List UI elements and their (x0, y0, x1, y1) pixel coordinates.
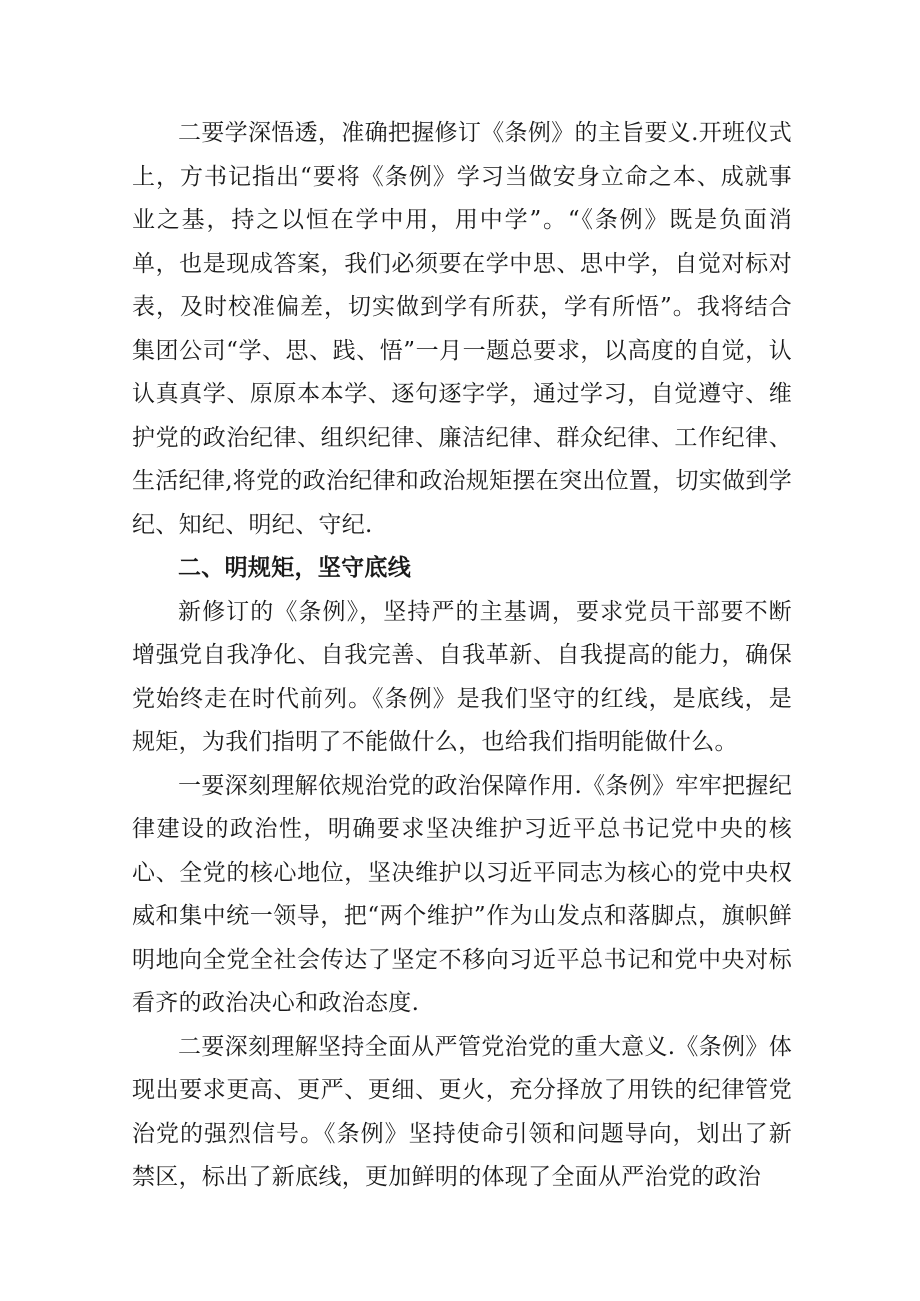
section-heading-rules: 二、明规矩，坚守底线 (178, 555, 411, 581)
paragraph-study-deeply: 二要学深悟透，准确把握修订《条例》的主旨要义.开班仪式上，方书记指出“要将《条例》学习当做安身立命之本、成就事业之基，持之以恒在学中用，用中学”。“《条例》既是负面消单，也是现成答案，我们必须要在学中思、思中学，自觉对标对表，及时校准偏差，切实做到学有所获，学有所悟”。我将结合集团公司“学、思、践、悟”一月一题总要求，以高度的自觉，认认真真学、原原本本学、逐句逐字学，通过学习，自觉遵守、维护党的政治纪律、组织纪律、廉洁纪律、群众纪律、工作纪律、生活纪律,将党的政治纪律和政治规矩摆在突出位置，切实做到学纪、知纪、明纪、守纪. (132, 120, 793, 538)
paragraph-new-regulations: 新修订的《条例》，坚持严的主基调，要求党员干部要不断增强党自我净化、自我完善、自我革新、自我提高的能力，确保党始终走在时代前列。《条例》是我们坚守的红线，是底线，是规矩，为我们指明了不能做什么，也给我们指明能做什么。 (132, 598, 792, 755)
paragraph-strict-governance: 二要深刻理解坚持全面从严管党治党的重大意义.《条例》体现出要求更高、更严、更细、更火，充分择放了用铁的纪律管党治党的强烈信号。《条例》坚持使命引领和问题导向，划出了新禁区，标出了新底线，更加鲜明的体现了全面从严治党的政治 (132, 1033, 792, 1190)
paragraph-political-guarantee: 一要深刻理解依规治党的政治保障作用.《条例》牢牢把握纪律建设的政治性，明确要求坚决维护习近平总书记党中央的核心、全党的核心地位，坚决维护以习近平同志为核心的党中央权威和集中统一领导，把“两个维护”作为山发点和落脚点，旗帜鲜明地向全党全社会传达了坚定不移向习近平总书记和党中央对标看齐的政治决心和政治态度. (132, 772, 792, 1016)
document-body (132, 112, 792, 1200)
